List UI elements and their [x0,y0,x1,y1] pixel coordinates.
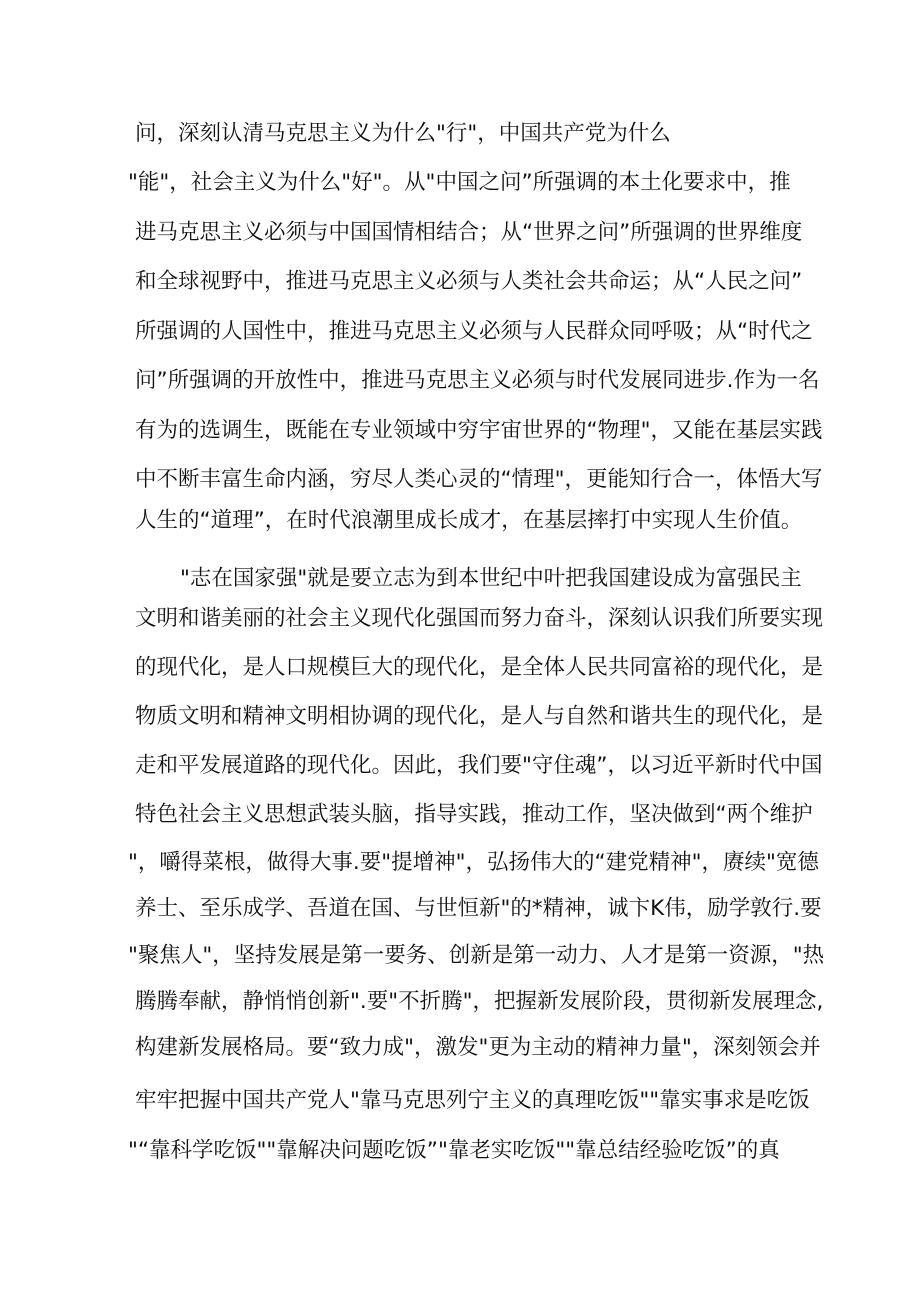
text-line: 所强调的人国性中，推进马克思主义必须与人民群众同呼吸；从“时代之 [135,319,813,344]
text-line: 的现代化，是人口规模巨大的现代化，是全体人民共同富裕的现代化，是 [135,655,824,680]
text-line: "“靠科学吃饭""靠解决问题吃饭”"靠老实吃饭""靠总结经验吃饭”的真 [128,1138,780,1163]
text-line: 养士、至乐成学、吾道在国、与世恒新"的*精神，诚卞K伟，励学敦行.要 [135,896,822,921]
text-line: 走和平发展道路的现代化。因此，我们要"守住魂”，以习近平新时代中国 [135,753,823,778]
text-line: 物质文明和精神文明相协调的现代化，是人与自然和谐共生的现代化，是 [135,704,824,729]
text-line: "，嚼得菜根，做得大事.要"提增神"，弘扬伟大的“建党精神"，赓续"宽德 [128,850,819,875]
text-line: 进马克思主义必须与中国国情相结合；从“世界之问”所强调的世界维度 [135,220,803,245]
text-line: 问”所强调的开放性中，推进马克思主义必须与时代发展同进步.作为一名 [135,368,820,393]
text-line: 中不断丰富生命内涵，穷尽人类心灵的“情理"，更能知行合一，体悟大写 [135,467,823,492]
text-line: 有为的选调生，既能在专业领域中穷宇宙世界的“物理"，又能在基层实践 [135,418,823,443]
text-line: 问，深刻认清马克思主义为什么"行"，中国共产党为什么 [135,121,671,146]
text-line: 人生的“道理”，在时代浪潮里成长成才，在基层摔打中实现人生价值。 [135,508,803,533]
text-line: "志在国家强"就是要立志为到本世纪中叶把我国建设成为富强民主 [180,566,802,591]
text-line: 文明和谐美丽的社会主义现代化强国而努力奋斗，深刻认识我们所要实现 [135,606,824,631]
text-line: 腾腾奉献，静悄悄创新".要"不折腾"，把握新发展阶段，贯彻新发展理念, [135,989,824,1014]
text-line: "能"，社会主义为什么"好"。从"中国之问”所强调的本土化要求中，推 [128,170,791,195]
text-line: 牢牢把握中国共产党人"靠马克思列宁主义的真理吃饭""靠实事求是吃饭 [135,1088,810,1113]
text-line: 构建新发展格局。要“致力成"，激发"更为主动的精神力量"，深刻领会并 [135,1035,821,1060]
text-line: "聚焦人"，坚持发展是第一要务、创新是第一动力、人才是第一资源，"热 [128,943,825,968]
text-line: 特色社会主义思想武装头脑，指导实践，推动工作，坚决做到“两个维护 [135,802,813,827]
text-line: 和全球视野中，推进马克思主义必须与人类社会共命运；从“人民之问” [135,269,803,294]
